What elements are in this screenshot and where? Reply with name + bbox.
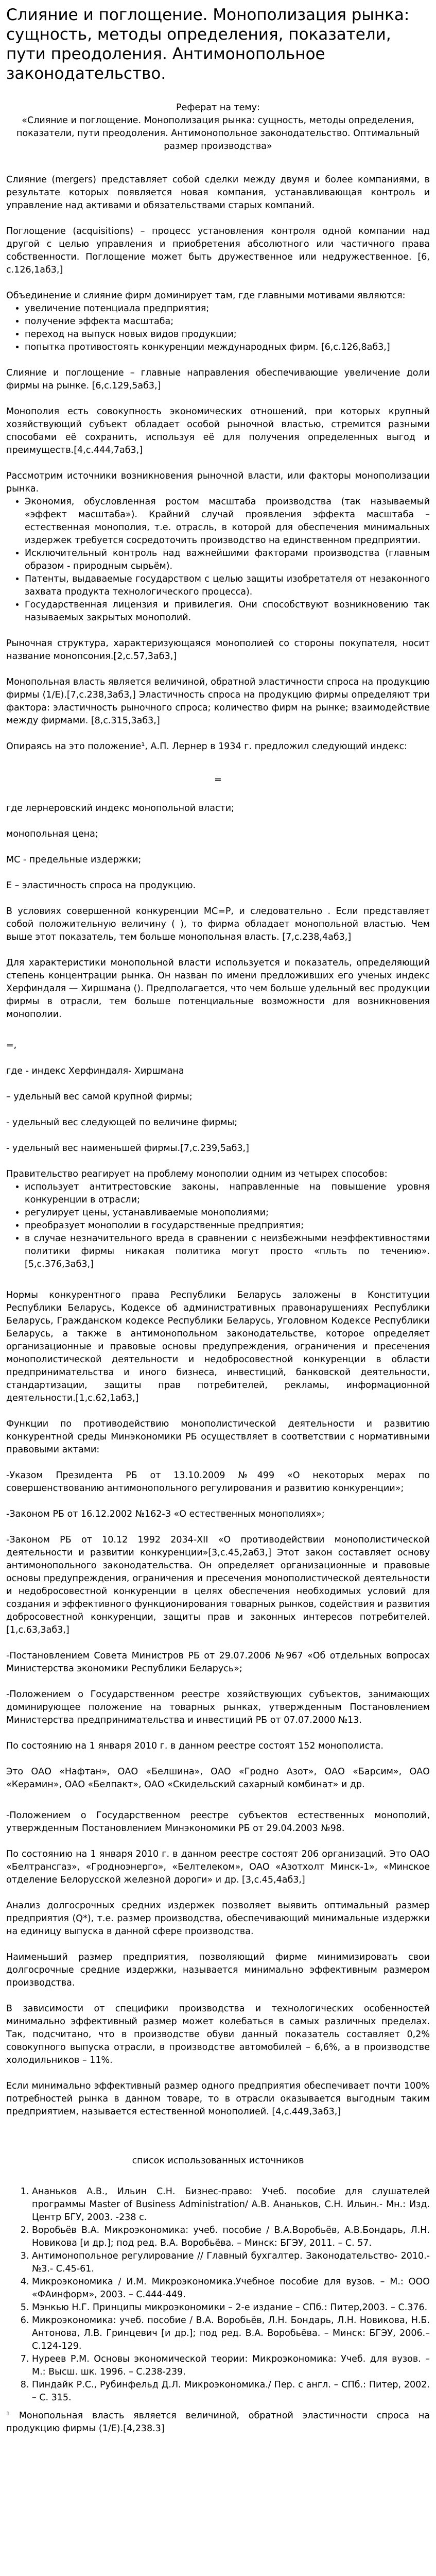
factors-list — [6, 496, 430, 624]
paragraph: -Положением о Государственном реестре субъектов естественных монополий, утвержденным Постановлением Минэкономики РБ от 29.04.2003 №98. — [6, 1810, 430, 1834]
list-item: • Экономия, обусловленная ростом масштаба производства (так называемый «эффект масштаба»). Крайний случай проявления эффекта масштаба – естественная монополия, т.е. отрасль, в которой для обеспечения минимальных издержек требуется сосредоточить производство на единственном предприятии. — [25, 496, 430, 547]
paragraph: МС - предельные издержки; — [6, 855, 142, 865]
paragraph: Функции по противодействию монополистической деятельности и развитию конкурентной среды Минэкономики РБ осуществляет в соответствии с нормативными правовыми актами: — [6, 1419, 430, 1455]
list-item: • Исключительный контроль над важнейшими факторами производства (главным образом - природным сырьём). — [25, 547, 430, 573]
paragraph-mergers: Слияние (mergers) представляет собой сделки между двумя и более компаниями, в результате которых появляется новая компания, устанавливающая контроль и управление над активами и обязательствами старых компаний. — [6, 175, 430, 211]
list-item: • переход на выпуск новых видов продукции; — [25, 328, 430, 341]
references-heading: список использованных источников — [132, 2156, 304, 2166]
referat-label: Реферат на тему: — [176, 103, 260, 113]
paragraph: Анализ долгосрочных средних издержек позволяет выявить оптимальный размер предприятия (Q*), т.е. размер производства, обеспечивающий минимальные издержки на единицу выпуска в данной сфере производства. — [6, 1901, 430, 1937]
paragraph: -Законом РБ от 10.12 1992 2034-XII «О противодействии монополистической деятельности и развитии конкуренции»[3,с.45,2аб3,] Этот закон составляет основу антимонопольного законодательства. Он определяет организационные и правовые основы предупреждения, ограничения и пресечения монополистической деятельности и недобросовестной конкуренции в целях обеспечения необходимых условий для создания и эффективного функционирования товарных рынков, содействия и развития добросовестной конкуренции, защиты прав и законных интересов потребителей.[1,с.63,3аб3,] — [6, 1535, 430, 1635]
list-item: • преобразует монополии в государственные предприятия; — [25, 1219, 430, 1232]
document-body — [0, 83, 436, 2435]
paragraph: Правительство реагирует на проблему монополии одним из четырех способов: — [6, 1169, 388, 1179]
paragraph: -Указом Президента РБ от 13.10.2009 №499 «О некоторых мерах по совершенствованию антимонопольного регулирования и развитию конкуренции»; — [6, 1470, 430, 1494]
reference-item: 8. Пиндайк Р.С., Рубинфельд Д.Л. Микроэкономика./ Пер. с англ. – СПб.: Питер, 2002. – С. 315. — [32, 2379, 430, 2404]
paragraph: где лернеровский индекс монопольной власти; — [6, 803, 235, 814]
reference-item: 5. Мэнкью Н.Г. Принципы микроэкономики – 2-е издание – СПб.: Питер,2003. – С.376. — [32, 2301, 430, 2314]
paragraph: - удельный вес следующей по величине фирмы; — [6, 1117, 238, 1128]
paragraph: Рыночная структура, характеризующаяся монополией со стороны покупателя, носит название монопсония.[2,с.57,3аб3,] — [6, 638, 430, 662]
hhi-formula: =, — [6, 1040, 17, 1050]
referat-topic: «Слияние и поглощение. Монополизация рынка: сущность, методы определения, показатели, пути преодоления. Антимонопольное законодательство. Оптимальный размер производства» — [16, 115, 420, 151]
paragraph-motives: Объединение и слияние фирм доминирует там, где главными мотивами являются: — [6, 291, 406, 301]
paragraph: -Постановлением Совета Министров РБ от 29.07.2006 №967 «Об отдельных вопросах Министерства экономики Республики Беларусь»; — [6, 1651, 430, 1674]
paragraph: В условиях совершенной конкуренции МС=Р, и следовательно . Если представляет собой положительную величину ( ), то фирма обладает монопольной властью. Чем выше этот показатель, тем больше монопольная власть. [7,с.238,4аб3,] — [6, 906, 430, 942]
paragraph: Слияние и поглощение – главные направления обеспечивающие увеличение доли фирмы на рынке. [6,с.129,5аб3,] — [6, 368, 430, 391]
paragraph: Опираясь на это положение¹, А.П. Лернер в 1934 г. предложил следующий индекс: — [6, 741, 408, 752]
footnote: ¹ Монопольная власть является величиной, обратной эластичности спроса на продукцию фирмы (1/Е).[4,238.3] — [6, 2411, 430, 2434]
paragraph: Это ОАО «Нафтан», ОАО «Белшина», ОАО «Гродно Азот», ОАО «Барсим», ОАО «Керамин», ОАО «Белпакт», ОАО «Скидельский сахарный комбинат» и др. — [6, 1767, 430, 1790]
paragraph: - удельный вес наименьшей фирмы.[7,с.239,5аб3,] — [6, 1143, 249, 1154]
paragraph-acquisitions: Поглощение (acquisitions) – процесс установления контроля одной компании над другой с целью управления и приобретения абсолютного или частичного права собственности. Поглощение может быть дружественное или недружественное. [6, с.126,1аб3,] — [6, 226, 430, 275]
paragraph: По состоянию на 1 января 2010 г. в данном реестре состоят 152 монополиста. — [6, 1741, 383, 1751]
reference-item: 3. Антимонопольное регулирование // Главный бухгалтер. Законодательство- 2010.- №3.- С.45-61. — [32, 2250, 430, 2276]
paragraph: монопольная цена; — [6, 829, 98, 839]
page-title: Слияние и поглощение. Монополизация рынка: сущность, методы определения, показатели, пути преодоления. Антимонопольное законодательство. — [6, 6, 410, 83]
references-list — [6, 2185, 430, 2404]
paragraph: Монопольная власть является величиной, обратной эластичности спроса на продукцию фирмы (1/Е).[7,с.238,3аб3,] Эластичность спроса на продукцию фирмы определяют три фактора: эластичность рыночного спроса; количество фирм на рынке; взаимодействие между фирмами. [8,с.315,3аб3,] — [6, 677, 430, 726]
list-item: • попытка противостоять конкуренции международных фирм. [6,с.126,8аб3,] — [25, 341, 430, 354]
paragraph: -Положением о Государственном реестре хозяйствующих субъектов, занимающих доминирующее положение на товарных рынках, утвержденным Постановлением Министерства предпринимательства и инвестиций РБ от 07.07.2000 №13. — [6, 1689, 430, 1725]
paragraph: По состоянию на 1 января 2010 г. в данном реестре состоят 206 организаций. Это ОАО «Белтрансгаз», «Гродноэнерго», «Белтелеком», ОАО «Азотхолт Минск-1», «Минское отделение Белорусской железной дороги» и др. [3,с.45,4аб3,] — [6, 1849, 430, 1885]
paragraph: Наименьший размер предприятия, позволяющий фирме минимизировать свои долгосрочные средние издержки, называется минимально эффективным размером производства. — [6, 1952, 430, 1988]
paragraph: Е – эластичность спроса на продукцию. — [6, 880, 196, 891]
reference-item: 4. Микроэкономика / И.М. Микроэкономика.Учебное пособие для вузов. – М.: ООО «ФАинформ», 2003. – С.444-449. — [32, 2276, 430, 2301]
paragraph: Если минимально эффективный размер одного предприятия обеспечивает почти 100% потребностей рынка в данном товаре, то в отрасли оказывается выгодным таким предприятием, называется естественной монополией. [4,с.449,3аб3,] — [6, 2081, 430, 2117]
paragraph: В зависимости от специфики производства и технологических особенностей минимально эффективный размер может колебаться в самых различных пределах. Так, подсчитано, что в производстве обуви данный показатель составляет 0,2% совокупного выпуска отрасли, в производстве автомобилей – 6,6%, а в производстве холодильников – 11%. — [6, 2004, 430, 2065]
reference-item: 2. Воробьёв В.А. Микроэкономика: учеб. пособие / В.А.Воробьёв, А.В.Бондарь, Л.Н. Новикова [и др.]; под ред. В.А. Воробьёва. – Минск: БГЭУ, 2011. – С. 57. — [32, 2224, 430, 2250]
paragraph: где - индекс Херфиндаля- Хиршмана — [6, 1066, 184, 1076]
list-item: • Патенты, выдаваемые государством с целью защиты изобретателя от незаконного захвата продукта технологического процесса). — [25, 573, 430, 599]
paragraph: Монополия есть совокупность экономических отношений, при которых крупный хозяйствующий субъект обладает особой рыночной властью, стремится разными способами её сохранить, используя её для получения определенных выгод и преимуществ.[4,с.444,7аб3,] — [6, 406, 430, 455]
paragraph: -Законом РБ от 16.12.2002 №162-З «О естественных монополиях»; — [6, 1509, 325, 1519]
reference-item: 7. Нуреев Р.М. Основы экономической теории: Микроэкономика: Учеб. для вузов. – М.: Высш. шк. 1996. – С.238-239. — [32, 2353, 430, 2379]
list-item: • увеличение потенциала предприятия; — [25, 302, 430, 315]
list-item: • использует антитрестовские законы, направленные на повышение уровня конкуренции в отрасли; — [25, 1181, 430, 1207]
paragraph: – удельный вес самой крупной фирмы; — [6, 1092, 193, 1102]
motives-list — [6, 302, 430, 354]
reference-item: 6. Микроэкономика: учеб. пособие / В.А. Воробьёв, Л.Н. Бондарь, Л.Н. Новикова, Н.Б. Антонова, Л.В. Гринцевич [и др.]; под ред. В.А. Воробьёва. – Минск: БГЭУ, 2006.– С.124-129. — [32, 2314, 430, 2353]
list-item: • Государственная лицензия и привилегия. Они способствуют возникновению так называемых закрытых монополий. — [25, 599, 430, 624]
paragraph: Для характеристики монопольной власти используется и показатель, определяющий степень концентрации рынка. Он назван по имени предложивших его ученых индекс Херфиндаля — Хиршмана (). Предполагается, что чем больше удельный вес продукции фирмы в отрасли, тем больше потенциальные возможности для возникновения монополии. — [6, 958, 430, 1020]
paragraph: Рассмотрим источники возникновения рыночной власти, или факторы монополизации рынка. — [6, 471, 430, 494]
paragraph: Нормы конкурентного права Республики Беларусь заложены в Конституции Республики Беларусь, Кодексе об административных правонарушениях Республики Беларусь, Гражданском кодексе Республики Беларусь, Уголовном Кодексе Республики Беларусь, а также в антимонопольном законодательстве, которое определяет организационные и правовые основы предупреждения, ограничения и пресечения монополистической деятельности и недобросовестной конкуренции в области предпринимательства и иного бизнеса, инвестиций, банковской деятельности, стандартизации, защиты прав потребителей, рекламы, информационной деятельности.[1,с.62,1аб3,] — [6, 1290, 430, 1403]
list-item: • в случае незначительного вреда в сравнении с неизбежными неэффективностями политики фирмы никакая политика могут просто «пльть по течению».[5,с.376,3аб3,] — [25, 1232, 430, 1271]
lerner-formula: = — [214, 775, 222, 785]
list-item: • регулирует цены, устанавливаемые монополиями; — [25, 1207, 430, 1219]
reference-item: 1. Ананьков А.В., Ильин С.Н. Бизнес-право: Учеб. пособие для слушателей программы Master of Business Administration/ А.В. Ананьков, С.Н. Ильин.- Мн.: Изд. Центр БГУ, 2003. -238 с. — [32, 2185, 430, 2224]
list-item: • получение эффекта масштаба; — [25, 315, 430, 328]
government-list — [6, 1181, 430, 1271]
